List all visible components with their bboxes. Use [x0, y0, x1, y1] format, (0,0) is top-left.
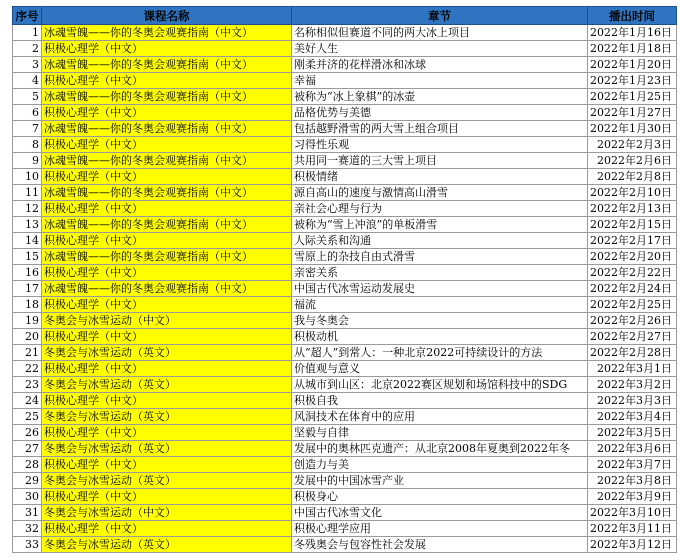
chapter-cell[interactable]: 刚柔并济的花样滑冰和冰球: [292, 57, 588, 73]
table-row: [13, 137, 677, 153]
chapter-cell[interactable]: 价值观与意义: [292, 361, 588, 377]
row-index-cell[interactable]: 7: [13, 121, 42, 137]
table-row: [13, 121, 677, 137]
chapter-cell[interactable]: 名称相似但赛道不同的两大冰上项目: [292, 25, 588, 41]
air-date-cell[interactable]: 2022年1月25日: [588, 89, 677, 105]
course-name-cell[interactable]: 积极心理学（中文）: [42, 41, 292, 57]
table-row: [13, 57, 677, 73]
air-date-cell[interactable]: 2022年2月13日: [588, 201, 677, 217]
air-date-cell[interactable]: 2022年2月10日: [588, 185, 677, 201]
row-index-cell[interactable]: 26: [13, 425, 42, 441]
course-name-cell[interactable]: 积极心理学（中文）: [42, 105, 292, 121]
table-row: [13, 473, 677, 489]
air-date-cell[interactable]: 2022年3月12日: [588, 537, 677, 553]
course-name-cell[interactable]: 积极心理学（中文）: [42, 201, 292, 217]
chapter-cell[interactable]: 中国古代冰雪文化: [292, 505, 588, 521]
table-row: [13, 457, 677, 473]
table-row: [13, 489, 677, 505]
table-row: [13, 73, 677, 89]
chapter-cell[interactable]: 发展中的中国冰雪产业: [292, 473, 588, 489]
course-name-cell[interactable]: 积极心理学（中文）: [42, 361, 292, 377]
air-date-cell[interactable]: 2022年1月18日: [588, 41, 677, 57]
course-name-cell[interactable]: 积极心理学（中文）: [42, 137, 292, 153]
course-name-cell[interactable]: 冰魂雪魄——你的冬奥会观赛指南（中文）: [42, 281, 292, 297]
chapter-cell[interactable]: 亲密关系: [292, 265, 588, 281]
air-date-cell[interactable]: 2022年2月27日: [588, 329, 677, 345]
course-name-cell[interactable]: 冰魂雪魄——你的冬奥会观赛指南（中文）: [42, 25, 292, 41]
air-date-cell[interactable]: 2022年3月2日: [588, 377, 677, 393]
air-date-cell[interactable]: 2022年3月8日: [588, 473, 677, 489]
air-date-cell[interactable]: 2022年3月3日: [588, 393, 677, 409]
chapter-cell[interactable]: 被称为“雪上冲浪”的单板滑雪: [292, 217, 588, 233]
chapter-cell[interactable]: 创造力与美: [292, 457, 588, 473]
course-name-cell[interactable]: 冰魂雪魄——你的冬奥会观赛指南（中文）: [42, 121, 292, 137]
chapter-cell[interactable]: 积极身心: [292, 489, 588, 505]
chapter-cell[interactable]: 冬残奥会与包容性社会发展: [292, 537, 588, 553]
table-row: [13, 185, 677, 201]
table-row: [13, 217, 677, 233]
chapter-cell[interactable]: 发展中的奥林匹克遗产：从北京2008年夏奥到2022年冬: [292, 441, 588, 457]
row-index-cell[interactable]: 13: [13, 217, 42, 233]
table-row: [13, 153, 677, 169]
table-row: [13, 409, 677, 425]
row-index-cell[interactable]: 21: [13, 345, 42, 361]
course-name-cell[interactable]: 积极心理学（中文）: [42, 297, 292, 313]
chapter-cell[interactable]: 包括越野滑雪的两大雪上组合项目: [292, 121, 588, 137]
header-course-name[interactable]: 课程名称: [42, 7, 292, 25]
air-date-cell[interactable]: 2022年3月6日: [588, 441, 677, 457]
chapter-cell[interactable]: 从“超人”到常人：一种北京2022可持续设计的方法: [292, 345, 588, 361]
chapter-cell[interactable]: 积极心理学应用: [292, 521, 588, 537]
schedule-table: [12, 6, 677, 553]
row-index-cell[interactable]: 16: [13, 265, 42, 281]
table-row: [13, 505, 677, 521]
course-name-cell[interactable]: 积极心理学（中文）: [42, 521, 292, 537]
course-name-cell[interactable]: 积极心理学（中文）: [42, 73, 292, 89]
row-index-cell[interactable]: 22: [13, 361, 42, 377]
row-index-cell[interactable]: 11: [13, 185, 42, 201]
table-row: [13, 25, 677, 41]
course-name-cell[interactable]: 冰魂雪魄——你的冬奥会观赛指南（中文）: [42, 89, 292, 105]
air-date-cell[interactable]: 2022年1月16日: [588, 25, 677, 41]
row-index-cell[interactable]: 12: [13, 201, 42, 217]
table-row: [13, 249, 677, 265]
chapter-cell[interactable]: 源自高山的速度与激情高山滑雪: [292, 185, 588, 201]
chapter-cell[interactable]: 福流: [292, 297, 588, 313]
row-index-cell[interactable]: 24: [13, 393, 42, 409]
course-name-cell[interactable]: 冬奥会与冰雪运动（中文）: [42, 505, 292, 521]
row-index-cell[interactable]: 10: [13, 169, 42, 185]
header-chapter[interactable]: 章节: [292, 7, 588, 25]
row-index-cell[interactable]: 32: [13, 521, 42, 537]
air-date-cell[interactable]: 2022年2月28日: [588, 345, 677, 361]
table-row: [13, 537, 677, 553]
air-date-cell[interactable]: 2022年2月3日: [588, 137, 677, 153]
air-date-cell[interactable]: 2022年3月11日: [588, 521, 677, 537]
row-index-cell[interactable]: 23: [13, 377, 42, 393]
chapter-cell[interactable]: 幸福: [292, 73, 588, 89]
course-name-cell[interactable]: 冬奥会与冰雪运动（英文）: [42, 473, 292, 489]
table-row: [13, 441, 677, 457]
header-row: [13, 7, 677, 25]
course-name-cell[interactable]: 冰魂雪魄——你的冬奥会观赛指南（中文）: [42, 153, 292, 169]
chapter-cell[interactable]: 我与冬奥会: [292, 313, 588, 329]
table-row: [13, 281, 677, 297]
chapter-cell[interactable]: 中国古代冰雪运动发展史: [292, 281, 588, 297]
course-name-cell[interactable]: 冰魂雪魄——你的冬奥会观赛指南（中文）: [42, 217, 292, 233]
chapter-cell[interactable]: 从城市到山区：北京2022赛区规划和场馆科技中的SDG: [292, 377, 588, 393]
chapter-cell[interactable]: 共用同一赛道的三大雪上项目: [292, 153, 588, 169]
row-index-cell[interactable]: 15: [13, 249, 42, 265]
chapter-cell[interactable]: 积极动机: [292, 329, 588, 345]
table-row: [13, 105, 677, 121]
table-body: [13, 25, 677, 553]
table-row: [13, 265, 677, 281]
course-name-cell[interactable]: 冬奥会与冰雪运动（中文）: [42, 313, 292, 329]
row-index-cell[interactable]: 3: [13, 57, 42, 73]
table-row: [13, 313, 677, 329]
course-name-cell[interactable]: 积极心理学（中文）: [42, 489, 292, 505]
course-name-cell[interactable]: 冰魂雪魄——你的冬奥会观赛指南（中文）: [42, 249, 292, 265]
row-index-cell[interactable]: 31: [13, 505, 42, 521]
table-row: [13, 89, 677, 105]
row-index-cell[interactable]: 5: [13, 89, 42, 105]
course-name-cell[interactable]: 积极心理学（中文）: [42, 457, 292, 473]
air-date-cell[interactable]: 2022年2月17日: [588, 233, 677, 249]
course-name-cell[interactable]: 积极心理学（中文）: [42, 233, 292, 249]
course-name-cell[interactable]: 冬奥会与冰雪运动（英文）: [42, 345, 292, 361]
air-date-cell[interactable]: 2022年3月9日: [588, 489, 677, 505]
table-row: [13, 377, 677, 393]
row-index-cell[interactable]: 29: [13, 473, 42, 489]
air-date-cell[interactable]: 2022年3月4日: [588, 409, 677, 425]
course-name-cell[interactable]: 积极心理学（中文）: [42, 169, 292, 185]
row-index-cell[interactable]: 20: [13, 329, 42, 345]
air-date-cell[interactable]: 2022年2月6日: [588, 153, 677, 169]
chapter-cell[interactable]: 坚毅与自律: [292, 425, 588, 441]
table-row: [13, 425, 677, 441]
row-index-cell[interactable]: 19: [13, 313, 42, 329]
table-row: [13, 201, 677, 217]
table-row: [13, 41, 677, 57]
air-date-cell[interactable]: 2022年1月27日: [588, 105, 677, 121]
row-index-cell[interactable]: 18: [13, 297, 42, 313]
row-index-cell[interactable]: 4: [13, 73, 42, 89]
row-index-cell[interactable]: 14: [13, 233, 42, 249]
row-index-cell[interactable]: 28: [13, 457, 42, 473]
air-date-cell[interactable]: 2022年2月26日: [588, 313, 677, 329]
table-row: [13, 361, 677, 377]
chapter-cell[interactable]: 积极自我: [292, 393, 588, 409]
chapter-cell[interactable]: 积极情绪: [292, 169, 588, 185]
air-date-cell[interactable]: 2022年2月25日: [588, 297, 677, 313]
air-date-cell[interactable]: 2022年1月23日: [588, 73, 677, 89]
air-date-cell[interactable]: 2022年2月24日: [588, 281, 677, 297]
row-index-cell[interactable]: 6: [13, 105, 42, 121]
course-name-cell[interactable]: 积极心理学（中文）: [42, 393, 292, 409]
table-row: [13, 297, 677, 313]
air-date-cell[interactable]: 2022年1月30日: [588, 121, 677, 137]
course-name-cell[interactable]: 冰魂雪魄——你的冬奥会观赛指南（中文）: [42, 57, 292, 73]
table-row: [13, 233, 677, 249]
table-row: [13, 345, 677, 361]
row-index-cell[interactable]: 33: [13, 537, 42, 553]
course-name-cell[interactable]: 冬奥会与冰雪运动（英文）: [42, 377, 292, 393]
row-index-cell[interactable]: 17: [13, 281, 42, 297]
row-index-cell[interactable]: 8: [13, 137, 42, 153]
air-date-cell[interactable]: 2022年1月20日: [588, 57, 677, 73]
row-index-cell[interactable]: 27: [13, 441, 42, 457]
air-date-cell[interactable]: 2022年2月15日: [588, 217, 677, 233]
course-name-cell[interactable]: 积极心理学（中文）: [42, 265, 292, 281]
air-date-cell[interactable]: 2022年2月20日: [588, 249, 677, 265]
chapter-cell[interactable]: 被称为“冰上象棋”的冰壶: [292, 89, 588, 105]
course-name-cell[interactable]: 积极心理学（中文）: [42, 329, 292, 345]
table-row: [13, 393, 677, 409]
course-name-cell[interactable]: 冰魂雪魄——你的冬奥会观赛指南（中文）: [42, 185, 292, 201]
chapter-cell[interactable]: 美好人生: [292, 41, 588, 57]
table-row: [13, 169, 677, 185]
course-name-cell[interactable]: 冬奥会与冰雪运动（英文）: [42, 441, 292, 457]
air-date-cell[interactable]: 2022年2月8日: [588, 169, 677, 185]
row-index-cell[interactable]: 25: [13, 409, 42, 425]
chapter-cell[interactable]: 人际关系和沟通: [292, 233, 588, 249]
course-name-cell[interactable]: 积极心理学（中文）: [42, 425, 292, 441]
air-date-cell[interactable]: 2022年3月1日: [588, 361, 677, 377]
chapter-cell[interactable]: 品格优势与美德: [292, 105, 588, 121]
table-row: [13, 521, 677, 537]
row-index-cell[interactable]: 2: [13, 41, 42, 57]
air-date-cell[interactable]: 2022年2月22日: [588, 265, 677, 281]
course-name-cell[interactable]: 冬奥会与冰雪运动（英文）: [42, 537, 292, 553]
chapter-cell[interactable]: 习得性乐观: [292, 137, 588, 153]
row-index-cell[interactable]: 1: [13, 25, 42, 41]
chapter-cell[interactable]: 风洞技术在体育中的应用: [292, 409, 588, 425]
chapter-cell[interactable]: 亲社会心理与行为: [292, 201, 588, 217]
air-date-cell[interactable]: 2022年3月5日: [588, 425, 677, 441]
chapter-cell[interactable]: 雪原上的杂技自由式滑雪: [292, 249, 588, 265]
air-date-cell[interactable]: 2022年3月10日: [588, 505, 677, 521]
row-index-cell[interactable]: 9: [13, 153, 42, 169]
course-name-cell[interactable]: 冬奥会与冰雪运动（英文）: [42, 409, 292, 425]
table-row: [13, 329, 677, 345]
header-air-date[interactable]: 播出时间: [588, 7, 677, 25]
header-index[interactable]: 序号: [13, 7, 42, 25]
air-date-cell[interactable]: 2022年3月7日: [588, 457, 677, 473]
row-index-cell[interactable]: 30: [13, 489, 42, 505]
